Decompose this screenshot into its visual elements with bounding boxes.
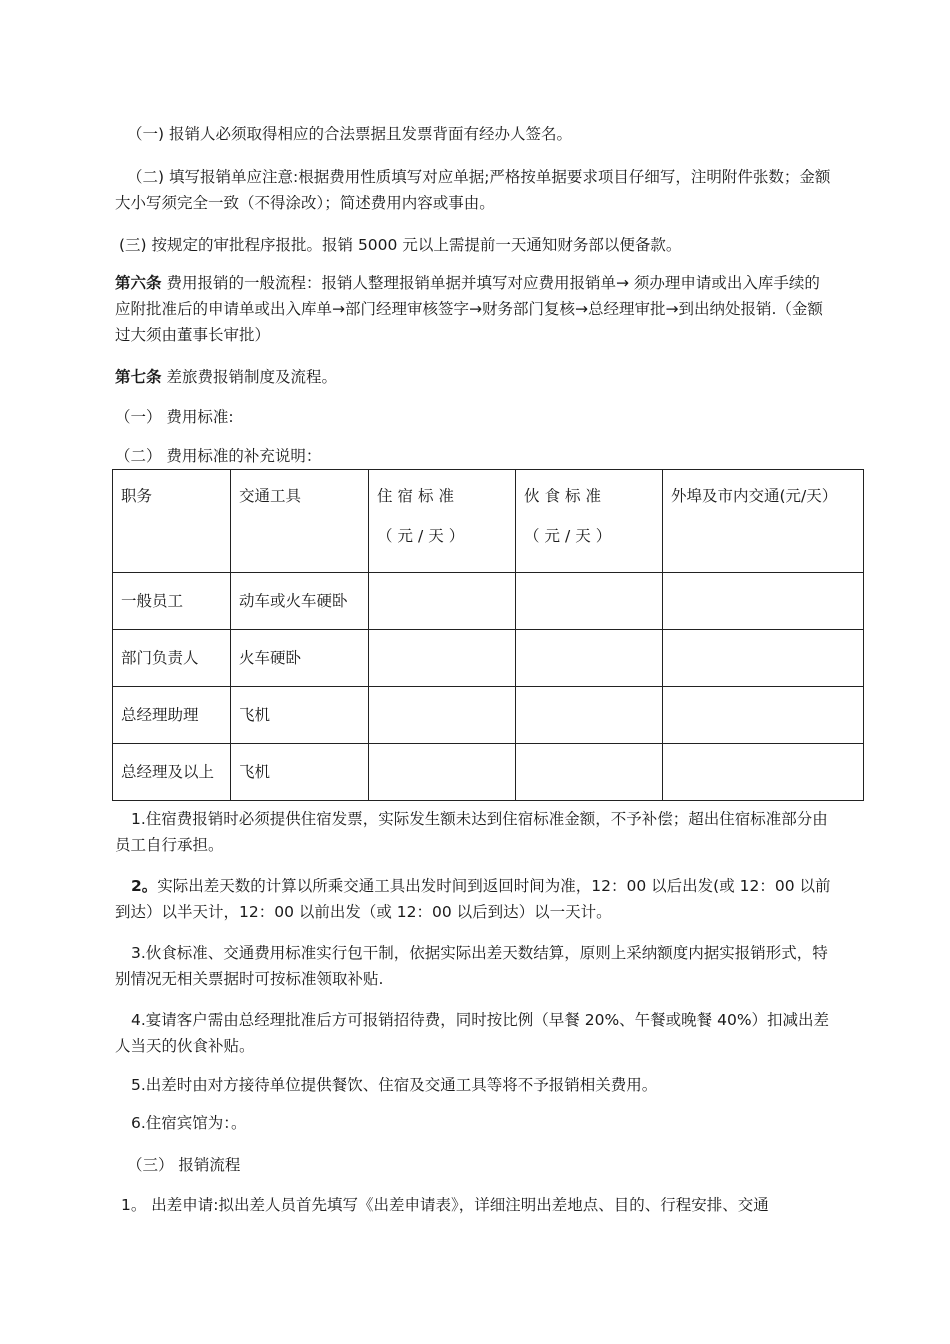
note-7: 1。 出差申请:拟出差人员首先填写《出差申请表》，详细注明出差地点、目的、行程安排、交通 <box>121 1196 769 1214</box>
table-cell <box>369 744 516 801</box>
table-cell: 飞机 <box>231 687 369 744</box>
note-3: 3.伙食标准、交通费用标准实行包干制，依据实际出差天数结算，原则上采纳额度内据实报销形式，特别情况无相关票据时可按标准领取补贴. <box>115 944 828 988</box>
note-2-text: 实际出差天数的计算以所乘交通工具出发时间到返回时间为准，12：00 以后出发(或 12：00 以前到达）以半天计，12：00 以前出发（或 12：00 以后到达）以一天计。 <box>115 877 831 921</box>
note-5: 5.出差时由对方接待单位提供餐饮、住宿及交通工具等将不予报销相关费用。 <box>131 1076 658 1094</box>
note-2 <box>115 873 835 925</box>
table-cell: 动车或火车硬卧 <box>231 573 369 630</box>
subsection-3: （三） 报销流程 <box>127 1156 241 1174</box>
table-row <box>113 744 864 801</box>
table-row <box>113 630 864 687</box>
subsection-2: （二） 费用标准的补充说明： <box>115 447 322 465</box>
table-cell <box>663 744 864 801</box>
table-header-cell: 外埠及市内交通(元/天） <box>663 470 864 573</box>
paragraph-3: (三) 按规定的审批程序报批。报销 5000 元以上需提前一天通知财务部以便备款。 <box>119 236 682 254</box>
table-header-row <box>113 470 864 573</box>
note-2-label: 2。 <box>131 877 158 895</box>
note-1: 1.住宿费报销时必须提供住宿发票，实际发生额未达到住宿标准金额，不予补偿；超出住宿标准部分由员工自行承担。 <box>115 810 828 854</box>
table-row <box>113 573 864 630</box>
table-cell <box>516 687 663 744</box>
table-cell <box>516 573 663 630</box>
table-cell <box>369 630 516 687</box>
article-7 <box>115 364 835 390</box>
table-cell <box>663 630 864 687</box>
table-cell: 部门负责人 <box>113 630 231 687</box>
table-header-cell: 伙食标准（元/天） <box>516 470 663 573</box>
table-cell <box>369 687 516 744</box>
table-cell <box>516 630 663 687</box>
table-cell: 火车硬卧 <box>231 630 369 687</box>
paragraph-2: （二) 填写报销单应注意:根据费用性质填写对应单据;严格按单据要求项目仔细写，注明附件张数；金额大小写须完全一致（不得涂改）；简述费用内容或事由。 <box>115 168 831 212</box>
table-cell: 一般员工 <box>113 573 231 630</box>
table-header-cell: 职务 <box>113 470 231 573</box>
paragraph-1: （一) 报销人必须取得相应的合法票据且发票背面有经办人签名。 <box>127 125 572 143</box>
table-cell <box>663 573 864 630</box>
expense-standard-table <box>112 469 864 801</box>
note-6: 6.住宿宾馆为：。 <box>131 1114 247 1132</box>
article-6 <box>115 270 835 348</box>
table-row <box>113 687 864 744</box>
table-header-cell: 住宿标准（元/天） <box>369 470 516 573</box>
table-cell: 总经理助理 <box>113 687 231 744</box>
table-cell: 总经理及以上 <box>113 744 231 801</box>
article-6-text: 费用报销的一般流程：报销人整理报销单据并填写对应费用报销单→ 须办理申请或出入库手续的应附批准后的申请单或出入库单→部门经理审核签字→财务部门复核→总经理审批→到出纳处报销.（金额过大须由董事长审批） <box>115 274 823 344</box>
table-cell <box>663 687 864 744</box>
table-cell <box>516 744 663 801</box>
article-6-label: 第六条 <box>115 274 162 292</box>
note-4: 4.宴请客户需由总经理批准后方可报销招待费，同时按比例（早餐 20%、午餐或晚餐 40%）扣减出差人当天的伙食补贴。 <box>115 1011 830 1055</box>
table-cell <box>369 573 516 630</box>
article-7-text: 差旅费报销制度及流程。 <box>161 368 337 386</box>
article-7-label: 第七条 <box>115 368 162 386</box>
table-header-cell: 交通工具 <box>231 470 369 573</box>
subsection-1: （一） 费用标准: <box>115 408 234 426</box>
table-cell: 飞机 <box>231 744 369 801</box>
